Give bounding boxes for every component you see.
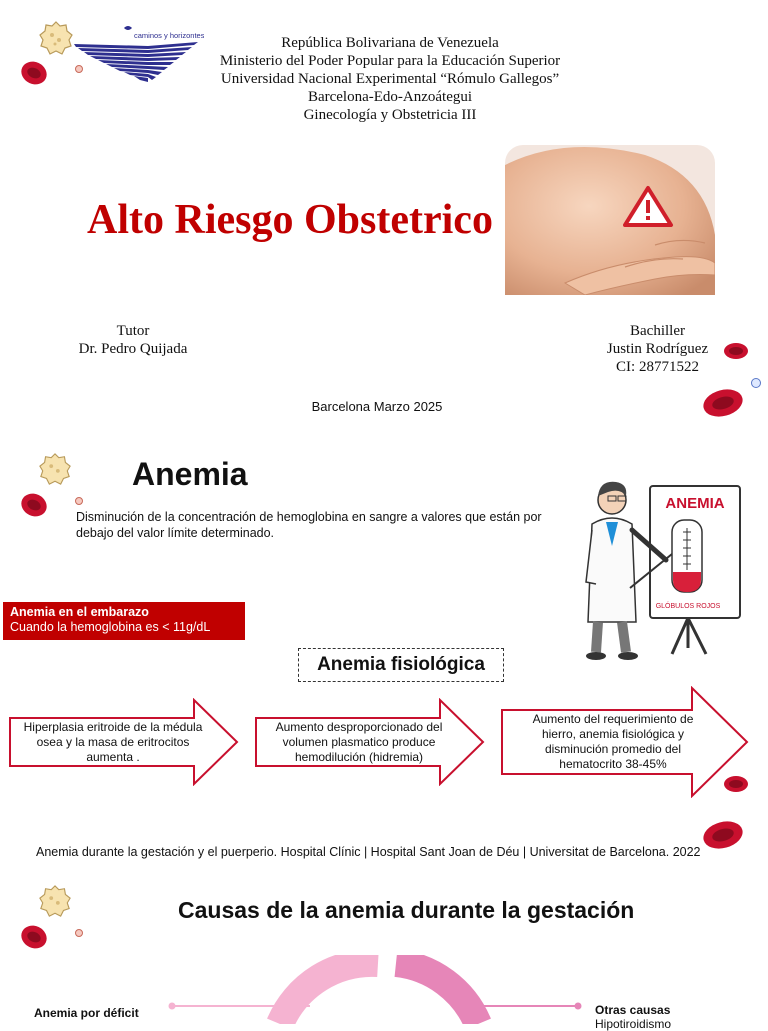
anemia-heading: Anemia xyxy=(132,456,248,492)
blood-cell-icon xyxy=(722,774,750,794)
anemia-embarazo-box xyxy=(3,602,245,640)
doctor-anemia-illustration xyxy=(570,472,748,668)
blood-cell-icon xyxy=(700,818,746,852)
institution-line: Ministerio del Poder Popular para la Educación Superior xyxy=(219,53,561,69)
blood-cell-icon xyxy=(18,922,50,952)
student-name: Justin Rodríguez xyxy=(606,341,709,357)
anemia-embarazo-text: Cuando la hemoglobina es < 11g/dL xyxy=(10,620,211,634)
institution-line: Barcelona-Edo-Anzoátegui xyxy=(307,89,473,105)
tutor-block xyxy=(58,322,208,358)
student-id: CI: 28771522 xyxy=(616,359,699,375)
logo-text: caminos y horizontes xyxy=(134,31,204,40)
arrow-step-2-text: Aumento desproporcionado del volumen plasmatico produce hemodilución (hidremia) xyxy=(275,720,443,764)
tutor-role: Tutor xyxy=(116,323,150,339)
institution-line: Ginecología y Obstetricia III xyxy=(303,107,477,123)
presentation-date: Barcelona Marzo 2025 xyxy=(311,399,443,414)
pregnancy-photo xyxy=(505,145,715,295)
small-cell-icon xyxy=(74,928,84,938)
anemia-embarazo-heading: Anemia en el embarazo xyxy=(10,605,149,619)
blood-cell-icon xyxy=(722,340,750,362)
tutor-name: Dr. Pedro Quijada xyxy=(78,341,188,357)
board-title: ANEMIA xyxy=(665,495,725,512)
page-title: Alto Riesgo Obstetrico xyxy=(87,197,493,243)
small-cell-icon xyxy=(74,496,84,506)
causa-label-left: Anemia por déficit xyxy=(34,1006,139,1020)
blood-cell-icon xyxy=(18,58,50,88)
board-caption: GLÓBULOS ROJOS xyxy=(655,603,721,610)
causa-right-title: Otras causas xyxy=(595,1003,671,1017)
anemia-definition: Disminución de la concentración de hemoglobina en sangre a valores que están por debajo del valor límite determinado. xyxy=(76,510,542,540)
arrow-step-3-text: Aumento del requerimiento de hierro, anemia fisiológica y disminución promedio del hematocrito 38-45% xyxy=(532,712,694,770)
blood-cell-icon xyxy=(18,490,50,520)
causas-ring-diagram xyxy=(160,955,600,1024)
causa-label-right xyxy=(595,1003,671,1031)
anemia-fisiologica-heading: Anemia fisiológica xyxy=(298,648,504,682)
student-role: Bachiller xyxy=(630,323,685,339)
causas-heading: Causas de la anemia durante la gestación xyxy=(178,897,635,923)
institution-line: República Bolivariana de Venezuela xyxy=(281,35,499,51)
arrow-step-1-text: Hiperplasia eritroide de la médula osea y la masa de eritrocitos aumenta . xyxy=(23,720,203,764)
small-cell-icon xyxy=(750,377,762,389)
institution-line: Universidad Nacional Experimental “Rómulo Gallegos” xyxy=(220,71,560,87)
student-block xyxy=(590,322,725,376)
causa-right-sub: Hipotiroidismo xyxy=(595,1017,672,1031)
blood-cell-icon xyxy=(700,386,746,420)
citation: Anemia durante la gestación y el puerperio. Hospital Clínic | Hospital Sant Joan de Déu | Universitat de Barcelona. 2022 xyxy=(36,845,701,859)
institution-header xyxy=(150,34,630,124)
platelet-icon xyxy=(38,452,72,486)
platelet-icon xyxy=(38,884,72,918)
